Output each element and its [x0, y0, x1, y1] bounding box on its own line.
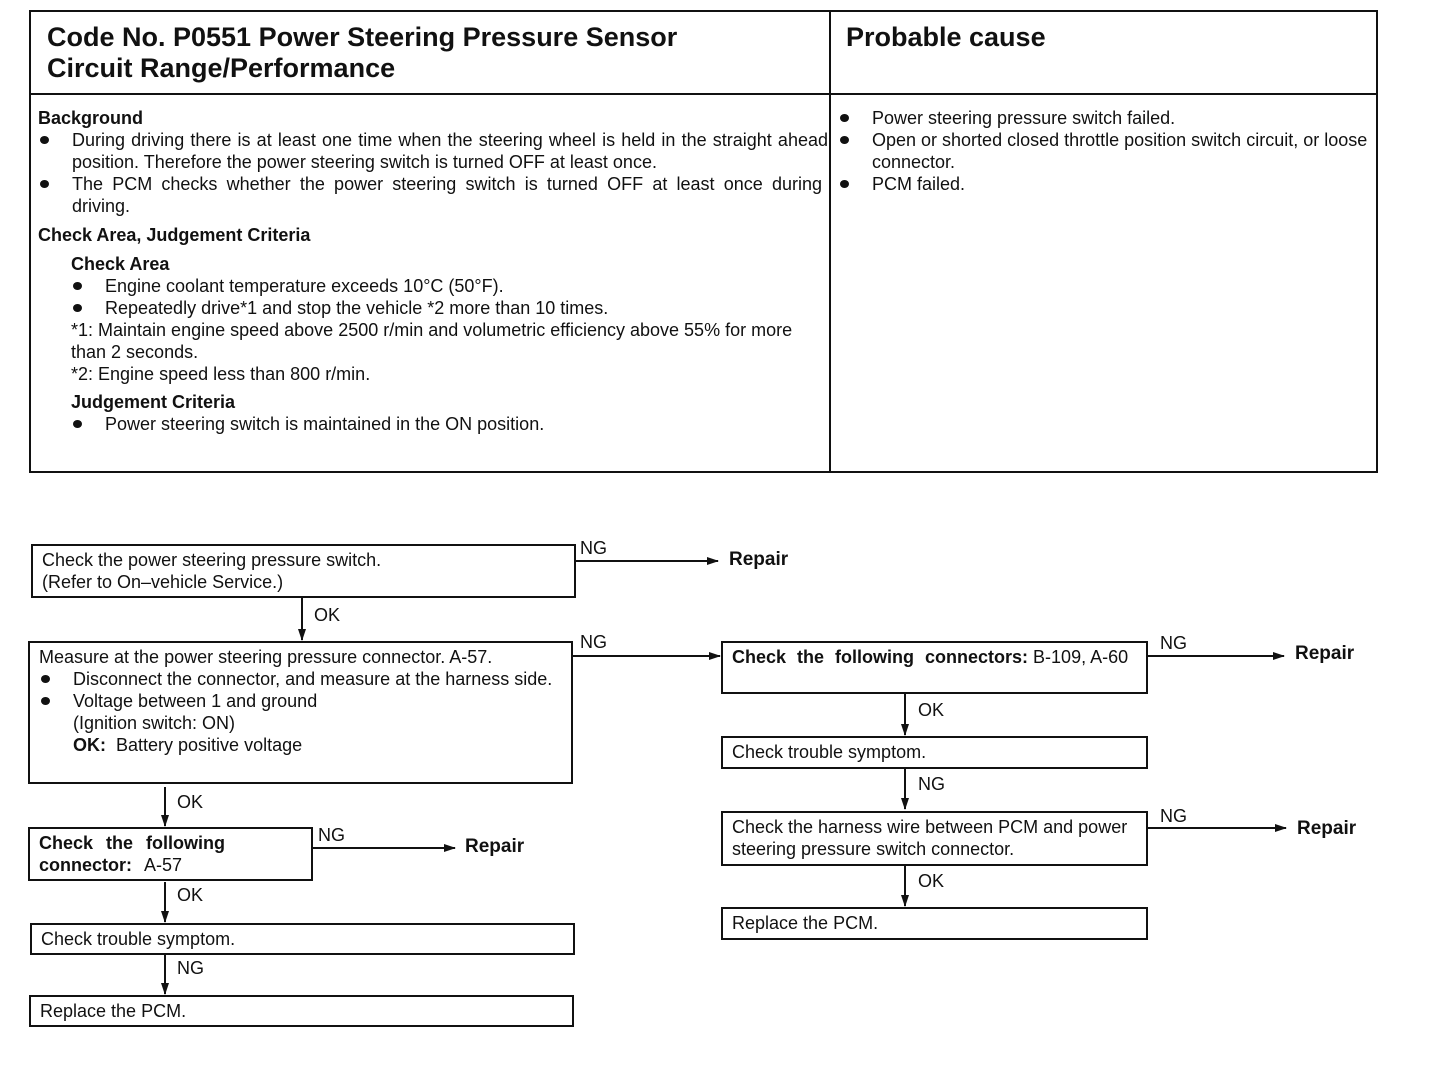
ok-label: OK	[314, 605, 341, 625]
flow-box-check-switch: Check the power steering pressure switch. (Refer to On–vehicle Service.)	[31, 544, 576, 598]
flow-box-check-harness: Check the harness wire between PCM and power steering pressure switch connector.	[721, 811, 1148, 866]
probable-cause-title: Probable cause	[846, 22, 1046, 52]
repair-label: Repair	[729, 549, 789, 570]
code-title-line1: Code No. P0551 Power Steering Pressure Sensor	[47, 22, 678, 52]
flow-box-check-symptom-left: Check trouble symptom.	[30, 923, 575, 955]
check-area-item: Engine coolant temperature exceeds 10°C (50°F).	[71, 275, 828, 297]
check-judgement-title: Check Area, Judgement Criteria	[38, 225, 311, 245]
flow-box-replace-pcm-right: Replace the PCM.	[721, 907, 1148, 940]
footnote-2: *2: Engine speed less than 800 r/min.	[71, 364, 371, 384]
ng-label: NG	[580, 632, 607, 652]
flow-box-measure-connector: Measure at the power steering pressure connector. A-57. Disconnect the connector, and measure at the harness side. Voltage between 1 and ground (Ignition switch: ON) OK: Battery positive voltage	[28, 641, 573, 784]
bullet-icon	[39, 668, 73, 690]
check-area-item: Repeatedly drive*1 and stop the vehicle *2 more than 10 times.	[71, 297, 828, 319]
flow-box-replace-pcm-left: Replace the PCM.	[29, 995, 574, 1027]
flow-box-check-symptom-right: Check trouble symptom.	[721, 736, 1148, 769]
flow-box-check-connectors-b109: Check the following connectors: B-109, A-60	[721, 641, 1148, 694]
background-item: The PCM checks whether the power steering switch is turned OFF at least once during driving.	[38, 173, 828, 217]
repair-label: Repair	[1295, 643, 1355, 664]
ok-label: OK	[918, 871, 945, 891]
ng-label: NG	[318, 825, 345, 845]
ok-label: OK	[177, 792, 204, 812]
judgement-title: Judgement Criteria	[71, 392, 236, 412]
ng-label: NG	[580, 538, 607, 558]
judgement-item: Power steering switch is maintained in the ON position.	[71, 413, 828, 435]
background-item: During driving there is at least one time when the steering wheel is held in the straight ahead position. Therefore the power steering switch is turned OFF at least once.	[38, 129, 828, 173]
ng-label: NG	[177, 958, 204, 978]
ok-label: OK	[177, 885, 204, 905]
footnote-1: *1: Maintain engine speed above 2500 r/min and volumetric efficiency above 55% for more than 2 seconds.	[71, 320, 793, 362]
probable-cause-item: PCM failed.	[838, 173, 1370, 195]
ng-label: NG	[1160, 633, 1187, 653]
probable-cause-item: Open or shorted closed throttle position switch circuit, or loose connector.	[838, 129, 1370, 173]
ok-label: OK	[918, 700, 945, 720]
ng-label: NG	[918, 774, 945, 794]
bullet-icon	[39, 690, 73, 756]
flow-box-check-connector-a57: Check the following connector: A-57	[28, 827, 313, 881]
probable-cause-item: Power steering pressure switch failed.	[838, 107, 1370, 129]
repair-label: Repair	[465, 836, 525, 857]
code-title-line2: Circuit Range/Performance	[47, 53, 396, 83]
ng-label: NG	[1160, 806, 1187, 826]
background-title: Background	[38, 108, 144, 128]
repair-label: Repair	[1297, 818, 1357, 839]
check-area-title: Check Area	[71, 254, 170, 274]
